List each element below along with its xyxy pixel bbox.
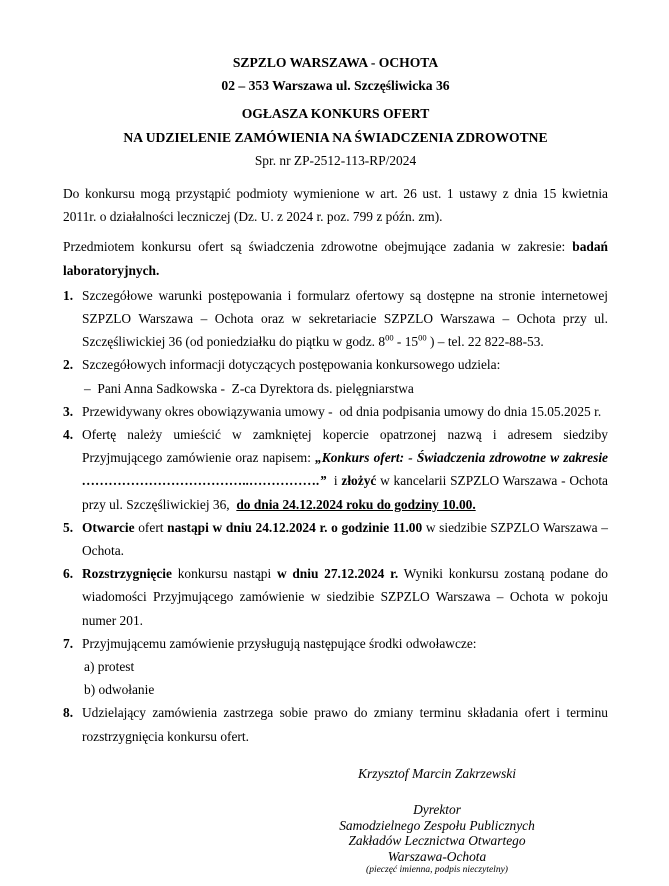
text-run: w siedzibie SZPZLO Warszawa – Ochota. bbox=[82, 519, 608, 559]
numbered-list bbox=[63, 284, 608, 748]
list-item bbox=[63, 353, 608, 399]
case-number: Spr. nr ZP-2512-113-RP/2024 bbox=[254, 152, 417, 168]
signature-title-line: Warszawa-Ochota bbox=[387, 848, 487, 864]
signature-title-line: Samodzielnego Zespołu Publicznych bbox=[339, 817, 535, 833]
text-run: Szczegółowych informacji dotyczących postępowania konkursowego udziela: bbox=[82, 357, 501, 373]
text-run: Przewidywany okres obowiązywania umowy - od dnia podpisania umowy do dnia 15.05.2025 r. bbox=[82, 403, 602, 419]
document-header bbox=[63, 51, 608, 172]
list-item bbox=[63, 284, 608, 354]
list-item-text bbox=[82, 400, 608, 423]
text-run: Szczegółowe warunki postępowania i formularz ofertowy są dostępne na stronie internetowej SZPZLO Warszawa – Ochota oraz w sekretariacie SZPZLO Warszawa – Ochota przy ul. Szczęśliwickiej 36 (od poniedziałku do piątku w godz. 8 bbox=[82, 287, 608, 350]
signature-block bbox=[275, 766, 599, 876]
signature-title-line: Dyrektor bbox=[413, 802, 461, 817]
text-run: Udzielający zamówienia zastrzega sobie prawo do zmiany terminu składania ofert i terminu rozstrzygnięcia konkursu ofert. bbox=[82, 705, 608, 744]
list-item-text bbox=[82, 632, 608, 655]
list-subitem bbox=[82, 678, 608, 701]
list-item bbox=[63, 400, 608, 423]
text-run: „Konkurs ofert: - Świadczenia zdrowotne w zakresie ………………………………..…………….” bbox=[82, 450, 608, 489]
text-run: a) protest bbox=[84, 659, 135, 675]
list-item bbox=[63, 562, 608, 632]
text-run: Rozstrzygnięcie bbox=[82, 566, 172, 582]
list-item-text bbox=[82, 562, 608, 632]
text-run: w dniu 27.12.2024 r. bbox=[276, 566, 399, 582]
org-address: 02 – 353 Warszawa ul. Szczęśliwicka 36 bbox=[221, 78, 450, 94]
list-item bbox=[63, 701, 608, 747]
list-item-text bbox=[82, 353, 608, 376]
signature-name: Krzysztof Marcin Zakrzewski bbox=[357, 766, 517, 781]
list-item-number: 6. bbox=[63, 566, 74, 582]
text-run: Wyniki konkursu zostaną podane do wiadomości Przyjmującego zamówienie w siedzibie SZPZLO Warszawa – Ochota w pokoju numer 201. bbox=[82, 566, 608, 628]
text-run: ) – tel. 22 822-88-53. bbox=[426, 334, 544, 350]
text-run: nastąpi w dniu 24.12.2024 r. o godzinie 11.00 bbox=[167, 519, 423, 535]
list-item-number: 3. bbox=[63, 403, 74, 419]
text-run: - 15 bbox=[393, 334, 419, 350]
text-run: Do konkursu mogą przystąpić podmioty wymienione w art. 26 ust. 1 ustawy z dnia 15 kwietnia 2011r. o działalności leczniczej (Dz. U. z 2024 r. poz. 799 z późn. zm). bbox=[63, 186, 608, 225]
signature-titles bbox=[275, 802, 599, 864]
text-run: złożyć bbox=[341, 473, 377, 489]
text-run: w kancelarii SZPZLO Warszawa - Ochota przy ul. Szczęśliwickiej 36, bbox=[82, 473, 609, 512]
list-item-number: 5. bbox=[63, 519, 74, 535]
list-item bbox=[63, 632, 608, 702]
list-item-text bbox=[82, 701, 608, 747]
text-run: 00 bbox=[418, 332, 427, 343]
list-item-number: 8. bbox=[63, 705, 74, 721]
org-name: SZPZLO WARSZAWA - OCHOTA bbox=[232, 55, 439, 70]
list-item-number: 2. bbox=[63, 357, 74, 373]
subject-paragraph bbox=[63, 235, 608, 281]
text-run: Przyjmującemu zamówienie przysługują następujące środki odwoławcze: bbox=[82, 635, 477, 651]
text-run: – Pani Anna Sadkowska - Z-ca Dyrektora ds. pielęgniarstwa bbox=[84, 380, 414, 396]
text-run: do dnia 24.12.2024 roku do godziny 10.00. bbox=[236, 496, 476, 512]
text-run: b) odwołanie bbox=[84, 682, 155, 698]
text-run: i bbox=[326, 473, 342, 489]
list-item-number: 7. bbox=[63, 635, 74, 651]
list-item-number: 1. bbox=[63, 287, 74, 303]
signature-note: (pieczęć imienna, podpis nieczytelny) bbox=[366, 865, 508, 875]
text-run: Ofertę należy umieścić w zamkniętej kopercie opatrzonej nazwą i adresem siedziby Przyjmującego zamówienie oraz napisem: bbox=[82, 427, 608, 466]
text-run: Otwarcie bbox=[82, 519, 135, 535]
signature-title-line: Zakładów Lecznictwa Otwartego bbox=[348, 833, 526, 848]
text-run: badań laboratoryjnych. bbox=[63, 239, 608, 278]
announcement-title-line-1: OGŁASZA KONKURS OFERT bbox=[241, 106, 430, 122]
list-subitem bbox=[82, 377, 608, 400]
text-run: ofert bbox=[134, 519, 168, 535]
announcement-title-line-2: NA UDZIELENIE ZAMÓWIENIA NA ŚWIADCZENIA ZDROWOTNE bbox=[123, 129, 548, 145]
list-item-number: 4. bbox=[63, 427, 74, 443]
text-run: 00 bbox=[385, 332, 394, 343]
list-item-text bbox=[82, 423, 608, 516]
list-item bbox=[63, 516, 608, 562]
list-item bbox=[63, 423, 608, 516]
list-item-text bbox=[82, 516, 608, 562]
list-item-text bbox=[82, 284, 608, 354]
list-subitem bbox=[82, 655, 608, 678]
intro-paragraph bbox=[63, 182, 608, 228]
text-run: Przedmiotem konkursu ofert są świadczenia zdrowotne obejmujące zadania w zakresie: bbox=[63, 239, 573, 255]
text-run: konkursu nastąpi bbox=[171, 566, 277, 582]
